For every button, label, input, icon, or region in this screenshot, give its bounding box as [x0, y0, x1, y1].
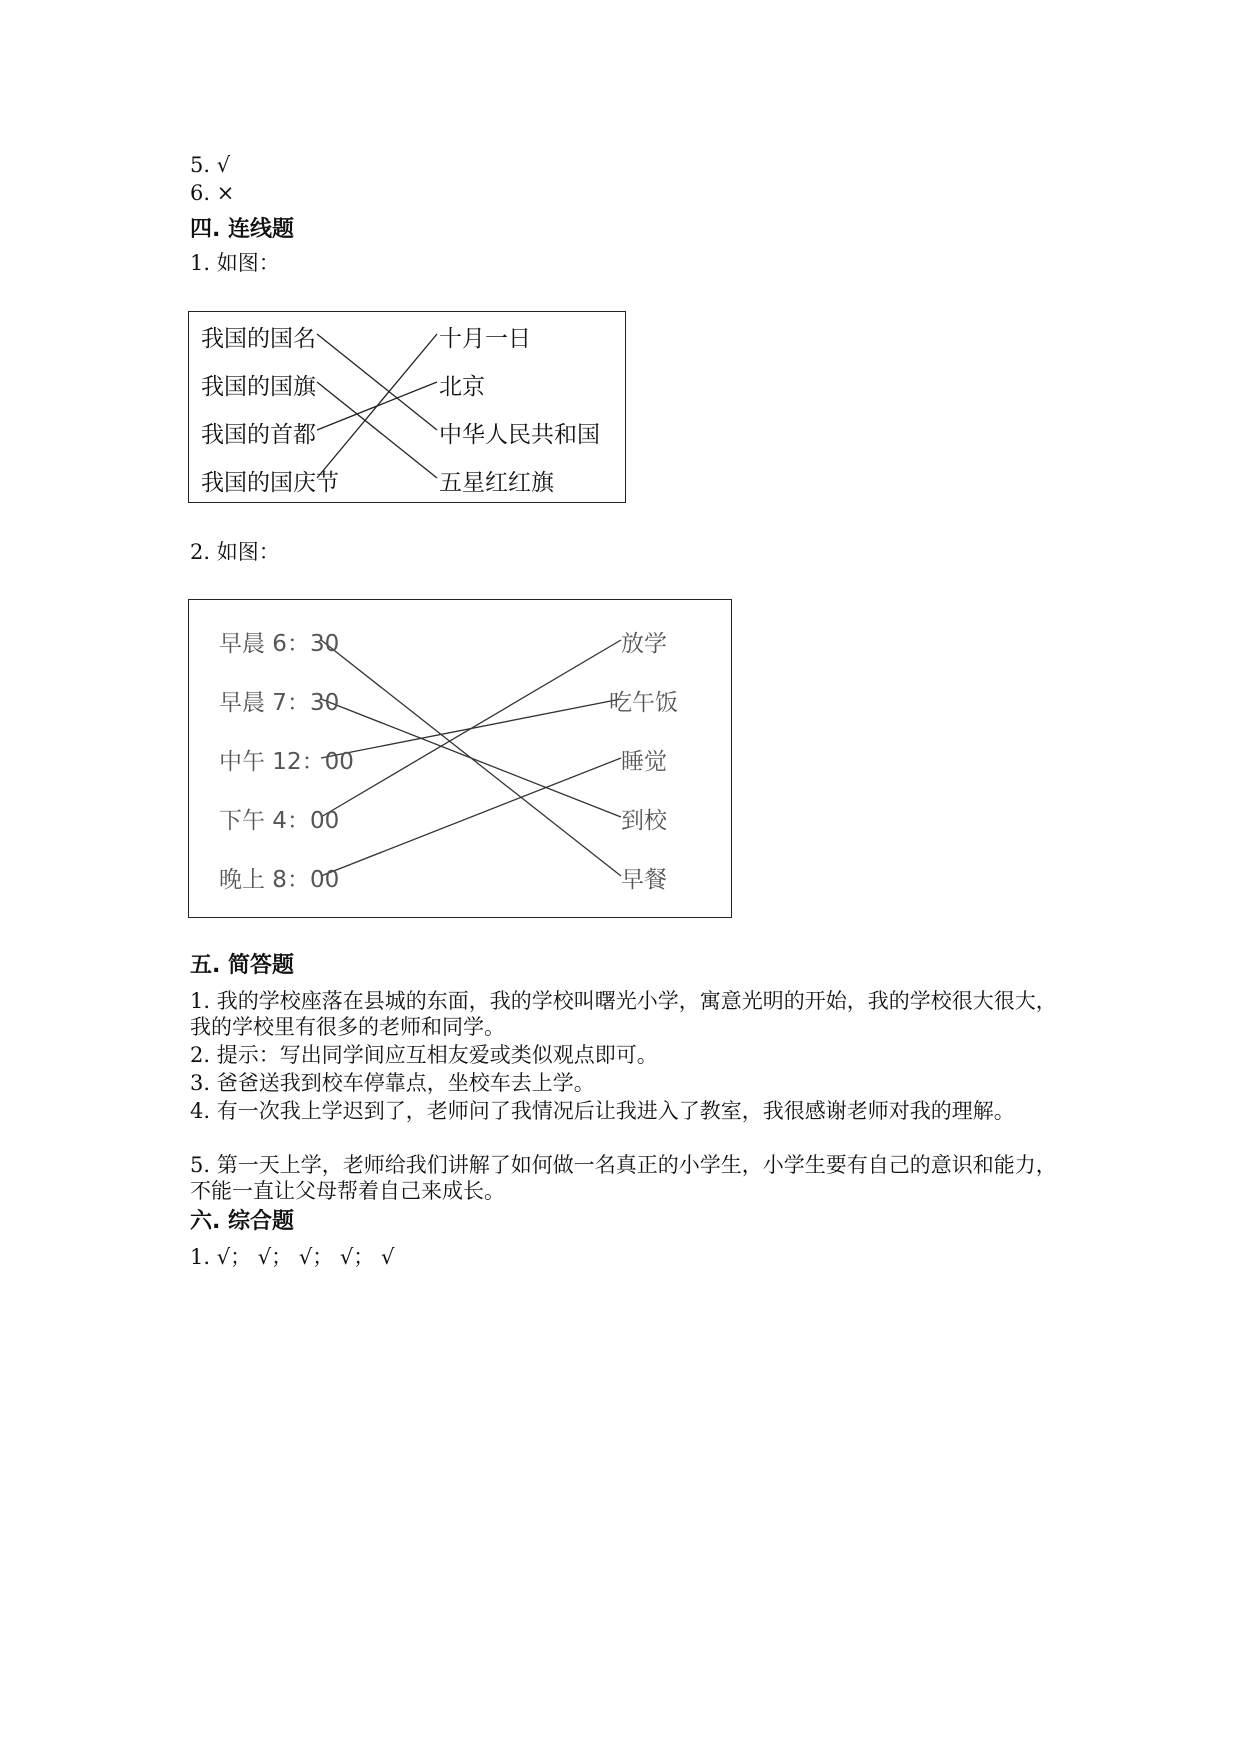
- d2-connector-1: [321, 699, 621, 817]
- d2-right-1: 吃午饭: [609, 690, 678, 716]
- s5-answer-3: 3. 爸爸送我到校车停靠点，坐校车去上学。: [190, 1071, 595, 1095]
- d2-connector-3: [321, 640, 621, 817]
- answer-6: 6. ×: [190, 181, 235, 205]
- d1-right-0: 十月一日: [439, 326, 531, 352]
- d1-left-1: 我国的国旗: [201, 374, 316, 400]
- s5-answer-4: 4. 有一次我上学迟到了，老师问了我情况后让我进入了教室，我很感谢老师对我的理解。: [190, 1099, 1015, 1123]
- d1-connector-3: [317, 334, 437, 478]
- d1-left-3: 我国的国庆节: [201, 470, 339, 496]
- q1-label: 1. 如图：: [190, 251, 280, 275]
- d1-connector-0: [317, 334, 437, 430]
- section5-heading: 五. 简答题: [190, 953, 295, 978]
- d1-right-3: 五星红红旗: [439, 470, 554, 496]
- d2-right-4: 早餐: [621, 867, 667, 893]
- answer-5: 5. √: [190, 153, 231, 177]
- d1-right-1: 北京: [439, 374, 485, 400]
- d2-right-0: 放学: [621, 631, 667, 657]
- s5-answer-2: 2. 提示：写出同学间应互相友爱或类似观点即可。: [190, 1043, 658, 1067]
- d2-left-3: 下午 4：00: [219, 808, 340, 834]
- d2-right-3: 到校: [621, 808, 667, 834]
- d2-left-0: 早晨 6：30: [219, 631, 340, 657]
- q2-label: 2. 如图：: [190, 540, 280, 564]
- matching-diagram-1: [188, 311, 626, 503]
- s5-answer-1: 1. 我的学校座落在县城的东面，我的学校叫曙光小学，寓意光明的开始，我的学校很大很大，我的学校里有很多的老师和同学。: [190, 989, 1057, 1039]
- d2-connector-4: [321, 758, 621, 876]
- matching-diagram-2: [188, 599, 732, 918]
- s6-answer-1: 1. √； √； √； √； √: [190, 1245, 395, 1269]
- d1-left-2: 我国的首都: [201, 422, 316, 448]
- s5-answer-5: 5. 第一天上学，老师给我们讲解了如何做一名真正的小学生，小学生要有自己的意识和能力，不能一直让父母帮着自己来成长。: [190, 1153, 1057, 1203]
- d1-right-2: 中华人民共和国: [439, 422, 600, 448]
- d1-left-0: 我国的国名: [201, 326, 316, 352]
- d2-left-1: 早晨 7：30: [219, 690, 340, 716]
- d2-right-2: 睡觉: [621, 749, 667, 775]
- section4-heading: 四. 连线题: [190, 217, 295, 242]
- d2-left-2: 中午 12：00: [219, 749, 354, 775]
- section6-heading: 六. 综合题: [190, 1209, 295, 1234]
- d2-left-4: 晚上 8：00: [219, 867, 340, 893]
